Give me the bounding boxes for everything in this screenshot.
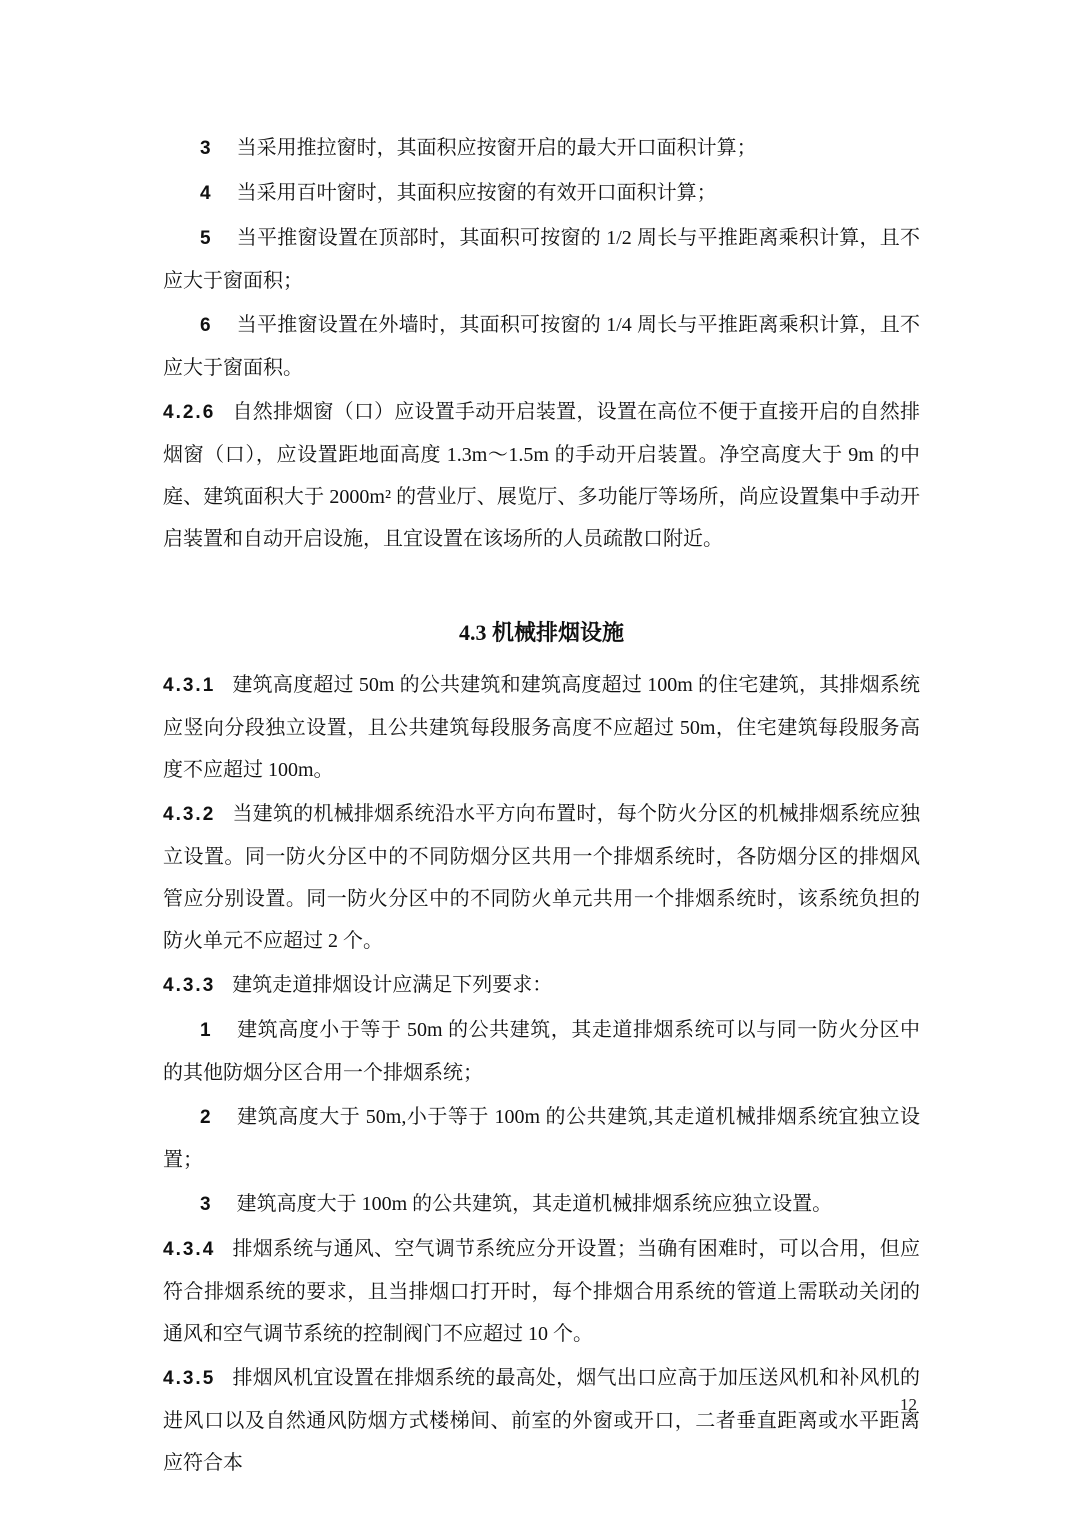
clause-text: 当建筑的机械排烟系统沿水平方向布置时，每个防火分区的机械排烟系统应独立设置。同一防火分区中的不同防烟分区共用一个排烟系统时，各防烟分区的排烟风管应分别设置。同一防火分区中的不同防火单元共用一个排烟系统时，该系统负担的防火单元不应超过 2 个。 bbox=[163, 803, 920, 952]
clause-number: 4.3.2 bbox=[163, 804, 216, 825]
list-item-text: 建筑高度小于等于 50m 的公共建筑，其走道排烟系统可以与同一防火分区中的其他防烟分区合用一个排烟系统； bbox=[163, 1019, 920, 1084]
list-item-text: 当平推窗设置在顶部时，其面积可按窗的 1/2 周长与平推距离乘积计算，且不应大于窗面积； bbox=[163, 227, 920, 292]
clause-text: 排烟系统与通风、空气调节系统应分开设置；当确有困难时，可以合用，但应符合排烟系统的要求，且当排烟口打开时，每个排烟合用系统的管道上需联动关闭的通风和空气调节系统的控制阀门不应超过 10 个。 bbox=[163, 1238, 920, 1345]
list-item-text: 当采用百叶窗时，其面积应按窗的有效开口面积计算； bbox=[236, 182, 717, 204]
clause-4-2-6 bbox=[163, 391, 920, 560]
list-item-3b bbox=[163, 1183, 920, 1226]
clause-text: 建筑高度超过 50m 的公共建筑和建筑高度超过 100m 的住宅建筑，其排烟系统应竖向分段独立设置，且公共建筑每段服务高度不应超过 50m，住宅建筑每段服务高度不应超过 100m。 bbox=[163, 674, 920, 781]
clause-4-3-5 bbox=[163, 1357, 920, 1484]
list-item-number: 6 bbox=[200, 315, 211, 336]
clause-4-3-4 bbox=[163, 1228, 920, 1355]
clause-number: 4.2.6 bbox=[163, 402, 216, 423]
clause-number: 4.3.3 bbox=[163, 975, 216, 996]
list-item-number: 4 bbox=[200, 183, 211, 204]
list-item-text: 建筑高度大于 100m 的公共建筑，其走道机械排烟系统应独立设置。 bbox=[236, 1193, 833, 1215]
list-item-number: 5 bbox=[200, 228, 211, 249]
list-item-text: 建筑高度大于 50m,小于等于 100m 的公共建筑,其走道机械排烟系统宜独立设置； bbox=[163, 1106, 920, 1171]
list-item-text: 当平推窗设置在外墙时，其面积可按窗的 1/4 周长与平推距离乘积计算，且不应大于窗面积。 bbox=[163, 314, 920, 379]
section-heading: 4.3 机械排烟设施 bbox=[458, 620, 624, 645]
clause-number: 4.3.5 bbox=[163, 1368, 216, 1389]
list-item-3 bbox=[163, 127, 920, 170]
clause-4-3-1 bbox=[163, 664, 920, 791]
list-item-number: 3 bbox=[200, 1194, 211, 1215]
list-item-6 bbox=[163, 304, 920, 389]
list-item-1 bbox=[163, 1009, 920, 1094]
clause-text: 建筑走道排烟设计应满足下列要求： bbox=[232, 974, 553, 996]
list-item-number: 1 bbox=[200, 1020, 211, 1041]
page-number: 12 bbox=[900, 1395, 917, 1414]
list-item-4 bbox=[163, 172, 920, 215]
clause-number: 4.3.1 bbox=[163, 675, 216, 696]
clause-4-3-2 bbox=[163, 793, 920, 962]
clause-text: 排烟风机宜设置在排烟系统的最高处，烟气出口应高于加压送风机和补风机的进风口以及自然通风防烟方式楼梯间、前室的外窗或开口，二者垂直距离或水平距离应符合本 bbox=[163, 1367, 920, 1474]
list-item-text: 当采用推拉窗时，其面积应按窗开启的最大开口面积计算； bbox=[236, 137, 757, 159]
list-item-5 bbox=[163, 217, 920, 302]
list-item-2 bbox=[163, 1096, 920, 1181]
list-item-number: 3 bbox=[200, 138, 211, 159]
clause-4-3-3 bbox=[163, 964, 920, 1007]
list-item-number: 2 bbox=[200, 1107, 211, 1128]
clause-number: 4.3.4 bbox=[163, 1239, 216, 1260]
clause-text: 自然排烟窗（口）应设置手动开启装置，设置在高位不便于直接开启的自然排烟窗（口），应设置距地面高度 1.3m～1.5m 的手动开启装置。净空高度大于 9m 的中庭、建筑面积大于 2000m² 的营业厅、展览厅、多功能厅等场所，尚应设置集中手动开启装置和自动开启设施，且宜设置在该场所的人员疏散口附近。 bbox=[163, 401, 920, 550]
